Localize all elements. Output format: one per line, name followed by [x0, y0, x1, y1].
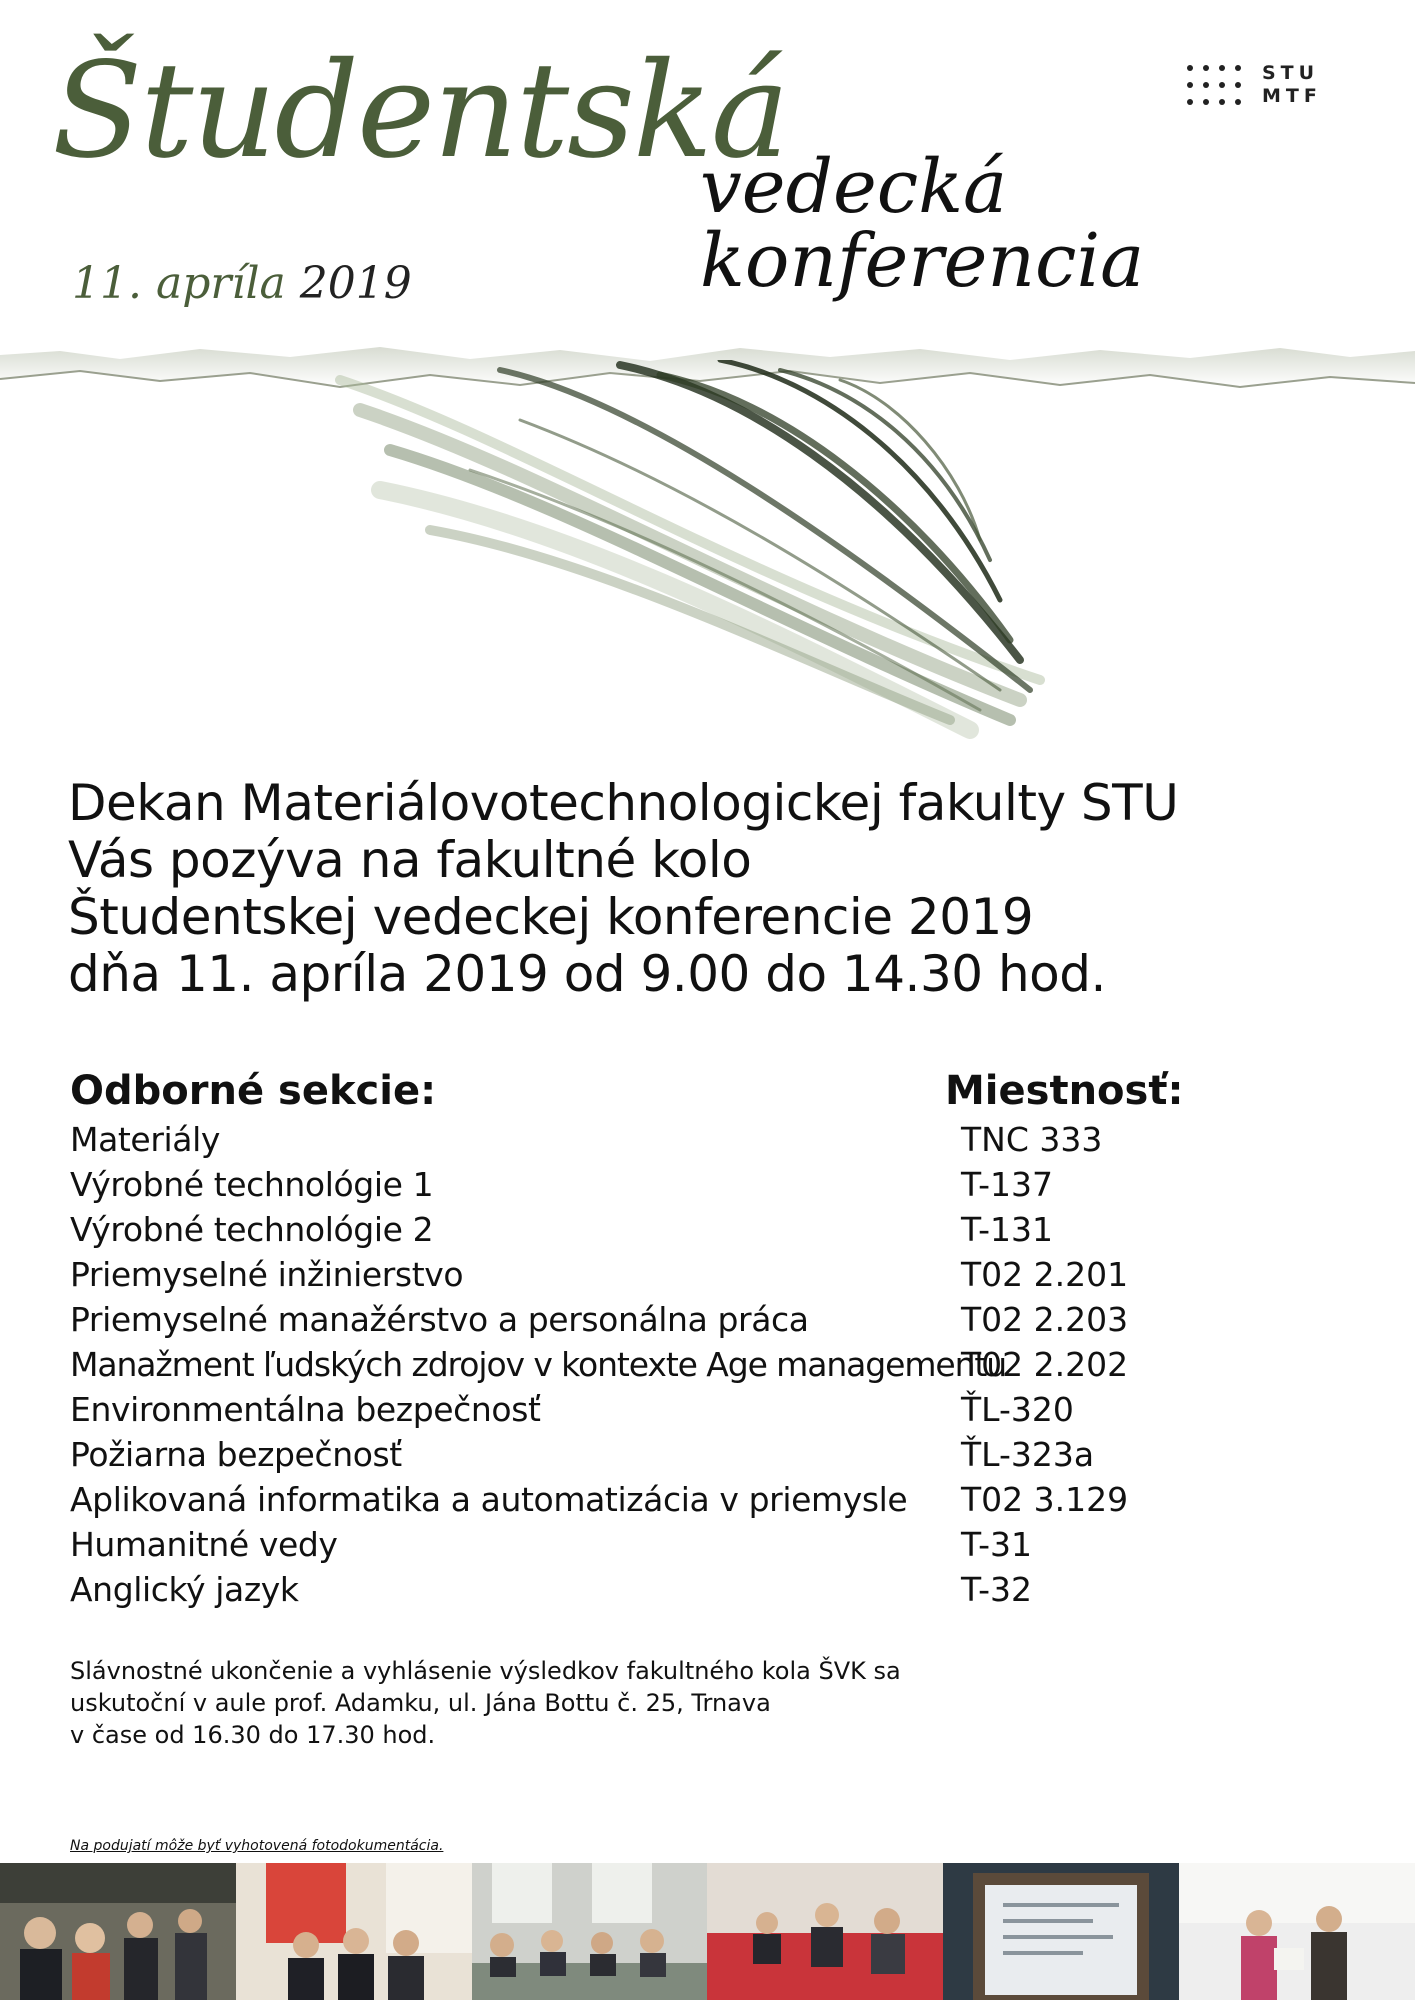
event-photo: [236, 1863, 472, 2000]
section-room: T-31: [961, 1525, 1033, 1564]
invitation-line: Dekan Materiálovotechnologickej fakulty STU: [68, 774, 1179, 832]
section-name: Materiály: [70, 1120, 220, 1159]
section-room: T02 2.203: [961, 1300, 1129, 1339]
section-room: ŤL-323a: [961, 1435, 1095, 1474]
logo-line-mtf: MTF: [1262, 85, 1322, 107]
event-date-day: 11. apríla: [72, 258, 286, 309]
section-name: Priemyselné inžinierstvo: [70, 1255, 464, 1294]
section-name: Environmentálna bezpečnosť: [70, 1390, 541, 1429]
section-room: T02 2.202: [961, 1345, 1129, 1384]
section-room: TNC 333: [961, 1120, 1103, 1159]
invitation-line: Vás pozýva na fakultné kolo: [68, 831, 752, 889]
photo-strip: [0, 1863, 1415, 2000]
section-name: Priemyselné manažérstvo a personálna práca: [70, 1300, 809, 1339]
section-room: ŤL-320: [961, 1390, 1074, 1429]
section-name: Manažment ľudských zdrojov v kontexte Age managementu: [70, 1345, 1007, 1384]
event-photo: [1179, 1863, 1415, 2000]
section-room: T02 2.201: [961, 1255, 1129, 1294]
brush-stroke-decoration: [320, 360, 1060, 740]
section-name: Humanitné vedy: [70, 1525, 338, 1564]
closing-ceremony-text: [70, 1655, 901, 1751]
section-room: T-32: [961, 1570, 1033, 1609]
closing-line: uskutoční v aule prof. Adamku, ul. Jána Bottu č. 25, Trnava: [70, 1689, 771, 1717]
stu-mtf-logo: [1186, 62, 1322, 108]
section-room: T-137: [961, 1165, 1054, 1204]
title-vedecka-konferencia: vedecká konferencia: [700, 144, 1145, 304]
invitation-text: [68, 775, 1178, 1003]
closing-line: Slávnostné ukončenie a vyhlásenie výsledkov fakultného kola ŠVK sa: [70, 1657, 901, 1685]
sections-header: Odborné sekcie:: [70, 1068, 437, 1114]
section-name: Anglický jazyk: [70, 1570, 299, 1609]
photo-documentation-note: Na podujatí môže byť vyhotovená fotodokumentácia.: [70, 1838, 444, 1854]
event-photo: [0, 1863, 236, 2000]
logo-text: [1262, 62, 1322, 108]
closing-line: v čase od 16.30 do 17.30 hod.: [70, 1721, 436, 1749]
section-room: T-131: [961, 1210, 1054, 1249]
section-name: Požiarna bezpečnosť: [70, 1435, 402, 1474]
event-date: [72, 258, 412, 309]
section-name: Výrobné technológie 2: [70, 1210, 434, 1249]
section-name: Aplikovaná informatika a automatizácia v priemysle: [70, 1480, 908, 1519]
room-header: Miestnosť:: [945, 1068, 1184, 1114]
invitation-line: dňa 11. apríla 2019 od 9.00 do 14.30 hod.: [68, 945, 1106, 1003]
event-photo: [707, 1863, 943, 2000]
logo-line-stu: STU: [1262, 62, 1320, 84]
invitation-line: Študentskej vedeckej konferencie 2019: [68, 888, 1034, 946]
title-studentska: Študentská: [52, 34, 788, 188]
event-photo: [472, 1863, 708, 2000]
section-room: T02 3.129: [961, 1480, 1129, 1519]
event-date-year: 2019: [299, 258, 412, 309]
logo-dots-icon: [1186, 64, 1252, 106]
event-photo: [943, 1863, 1179, 2000]
section-name: Výrobné technológie 1: [70, 1165, 434, 1204]
